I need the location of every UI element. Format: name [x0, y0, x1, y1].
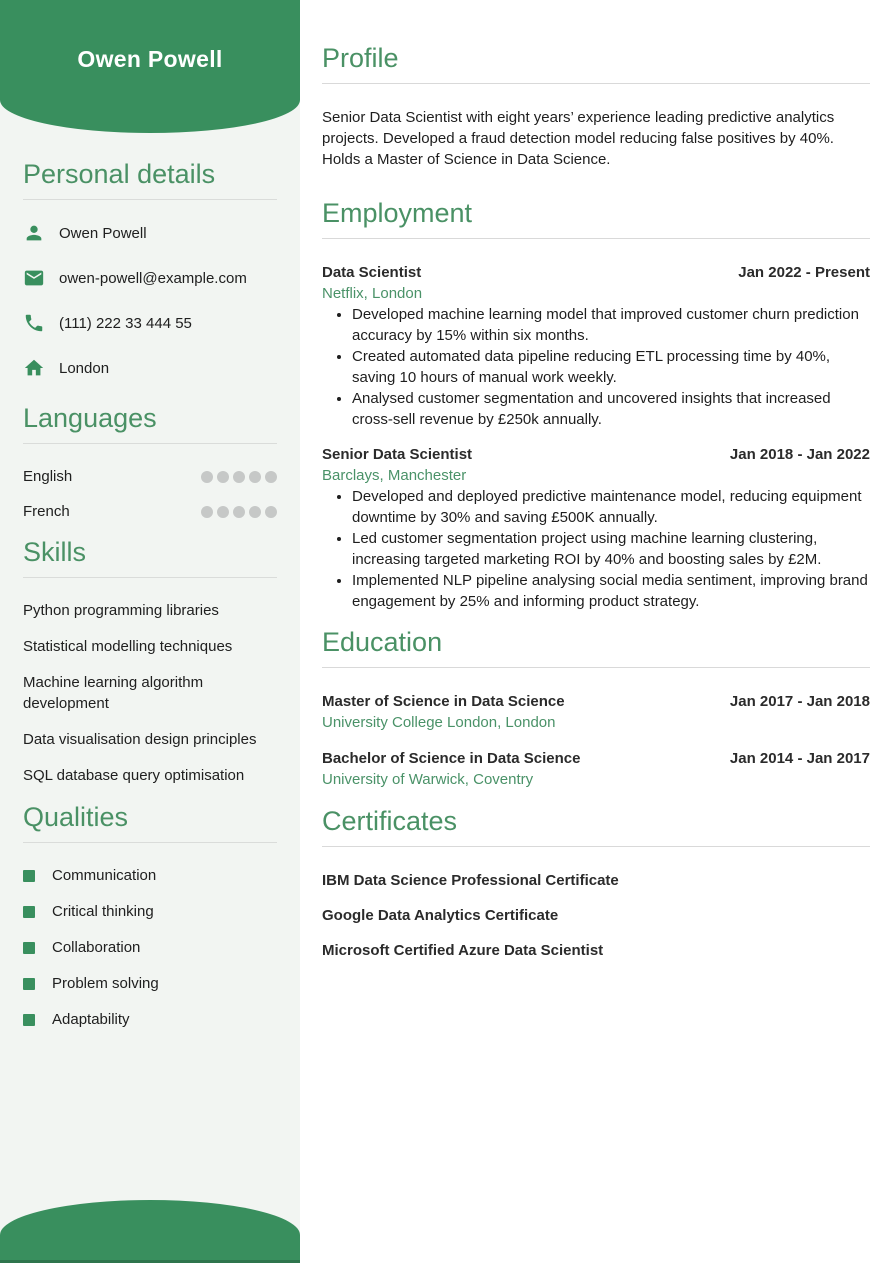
education-dates: Jan 2014 - Jan 2017: [729, 750, 870, 767]
job-title: Senior Data Scientist: [322, 446, 473, 463]
square-bullet-icon: [23, 906, 35, 918]
person-icon: [23, 222, 45, 244]
main-content: [300, 0, 893, 1263]
section-divider: [322, 83, 870, 84]
sidebar-footer-curve: [0, 1200, 300, 1263]
candidate-name: Owen Powell: [77, 46, 223, 72]
quality-row: [23, 901, 277, 922]
job-bullet: • Implemented NLP pipeline analysing social media sentiment, improving brand engagement by 25% and informing product strategy.: [352, 570, 870, 612]
skill-item: Machine learning algorithm development: [23, 674, 204, 712]
job-header: [322, 262, 870, 283]
level-dot: [217, 471, 229, 483]
profile-summary: Senior Data Scientist with eight years’ experience leading predictive analytics projects. Developed a fraud detection model reducing false positives by 40%. Holds a Master of Science in Data Science.: [322, 109, 835, 168]
contact-text: (111) 222 33 444 55: [59, 314, 192, 332]
contact-row: [23, 312, 277, 334]
education-degree: Bachelor of Science in Data Science: [322, 750, 581, 767]
job-company: Barclays, Manchester: [322, 467, 467, 484]
level-dot: [201, 506, 213, 518]
job-bullet: • Developed and deployed predictive maintenance model, reducing equipment downtime by 30% and saving £500K annually.: [352, 486, 870, 528]
job-bullet: • Developed machine learning model that improved customer churn prediction accuracy by 15% within six months.: [352, 304, 870, 346]
level-dot: [201, 471, 213, 483]
level-dot: [265, 471, 277, 483]
skills-title: Skills: [23, 537, 87, 567]
contact-list: [23, 222, 277, 379]
education-list: [322, 691, 870, 790]
certificates-title: Certificates: [322, 806, 458, 836]
certificate-list: [322, 870, 870, 961]
language-row: [23, 501, 277, 522]
square-bullet-icon: [23, 1014, 35, 1026]
section-divider: [23, 577, 277, 578]
language-level-dots: [201, 506, 277, 518]
job-header: [322, 444, 870, 465]
job-title: Data Scientist: [322, 264, 422, 281]
quality-text: Adaptability: [52, 1011, 130, 1028]
job-entry: [322, 444, 870, 612]
personal-details-title: Personal details: [23, 159, 216, 189]
education-school: University College London, London: [322, 714, 556, 731]
education-header: [322, 691, 870, 712]
languages-title: Languages: [23, 403, 157, 433]
quality-row: [23, 865, 277, 886]
square-bullet-icon: [23, 870, 35, 882]
skill-item: Data visualisation design principles: [23, 731, 257, 748]
section-divider: [23, 443, 277, 444]
email-icon: [23, 267, 45, 289]
job-dates: Jan 2018 - Jan 2022: [729, 446, 870, 463]
job-dates: Jan 2022 - Present: [738, 264, 870, 281]
contact-row: [23, 267, 277, 289]
job-entry: [322, 262, 870, 430]
section-divider: [322, 846, 870, 847]
quality-row: [23, 973, 277, 994]
skill-list: [23, 600, 277, 786]
quality-text: Critical thinking: [52, 903, 154, 920]
sidebar: [0, 0, 300, 1263]
sidebar-content: [0, 0, 300, 1030]
home-icon: [23, 357, 45, 379]
contact-row: [23, 222, 277, 244]
skills-section: [23, 536, 277, 786]
level-dot: [233, 471, 245, 483]
contact-row: [23, 357, 277, 379]
level-dot: [249, 471, 261, 483]
contact-text: Owen Powell: [59, 224, 147, 242]
language-list: [23, 466, 277, 522]
job-bullet: • Created automated data pipeline reducing ETL processing time by 40%, saving 10 hours of manual work weekly.: [352, 346, 870, 388]
education-dates: Jan 2017 - Jan 2018: [729, 693, 870, 710]
level-dot: [265, 506, 277, 518]
level-dot: [233, 506, 245, 518]
certificates-section: [322, 805, 870, 961]
profile-title: Profile: [322, 43, 399, 73]
job-bullet-list: [322, 486, 870, 612]
quality-text: Collaboration: [52, 939, 141, 956]
contact-text: London: [59, 359, 110, 377]
education-entry: [322, 691, 870, 733]
skill-item: SQL database query optimisation: [23, 767, 245, 784]
certificate-item: Google Data Analytics Certificate: [322, 907, 559, 924]
employment-section: [322, 197, 870, 612]
employment-title: Employment: [322, 198, 473, 228]
language-level-dots: [201, 471, 277, 483]
qualities-title: Qualities: [23, 802, 129, 832]
language-row: [23, 466, 277, 487]
section-divider: [23, 199, 277, 200]
quality-list: [23, 865, 277, 1030]
level-dot: [249, 506, 261, 518]
section-divider: [322, 238, 870, 239]
qualities-section: [23, 801, 277, 1030]
certificate-item: Microsoft Certified Azure Data Scientist: [322, 942, 604, 959]
certificate-item: IBM Data Science Professional Certificate: [322, 872, 619, 889]
personal-details-section: [23, 158, 277, 379]
job-bullet-list: [322, 304, 870, 430]
language-name: French: [23, 503, 70, 520]
section-divider: [322, 667, 870, 668]
job-bullet: • Analysed customer segmentation and uncovered insights that increased cross-sell revenue by £250k annually.: [352, 388, 870, 430]
job-bullet: • Led customer segmentation project using machine learning clustering, increasing targeted marketing ROI by 40% and boosting sales by £2M.: [352, 528, 870, 570]
profile-section: [322, 42, 870, 170]
quality-row: [23, 1009, 277, 1030]
education-degree: Master of Science in Data Science: [322, 693, 565, 710]
languages-section: [23, 402, 277, 522]
job-company: Netflix, London: [322, 285, 423, 302]
quality-text: Communication: [52, 867, 157, 884]
quality-row: [23, 937, 277, 958]
phone-icon: [23, 312, 45, 334]
education-header: [322, 748, 870, 769]
education-section: [322, 626, 870, 790]
contact-text: owen-powell@example.com: [59, 269, 247, 287]
language-name: English: [23, 468, 73, 485]
job-list: [322, 262, 870, 612]
education-title: Education: [322, 627, 443, 657]
square-bullet-icon: [23, 942, 35, 954]
education-school: University of Warwick, Coventry: [322, 771, 534, 788]
section-divider: [23, 842, 277, 843]
education-entry: [322, 748, 870, 790]
skill-item: Python programming libraries: [23, 602, 219, 619]
quality-text: Problem solving: [52, 975, 159, 992]
sidebar-header-curve: [0, 0, 300, 133]
level-dot: [217, 506, 229, 518]
square-bullet-icon: [23, 978, 35, 990]
skill-item: Statistical modelling techniques: [23, 638, 233, 655]
